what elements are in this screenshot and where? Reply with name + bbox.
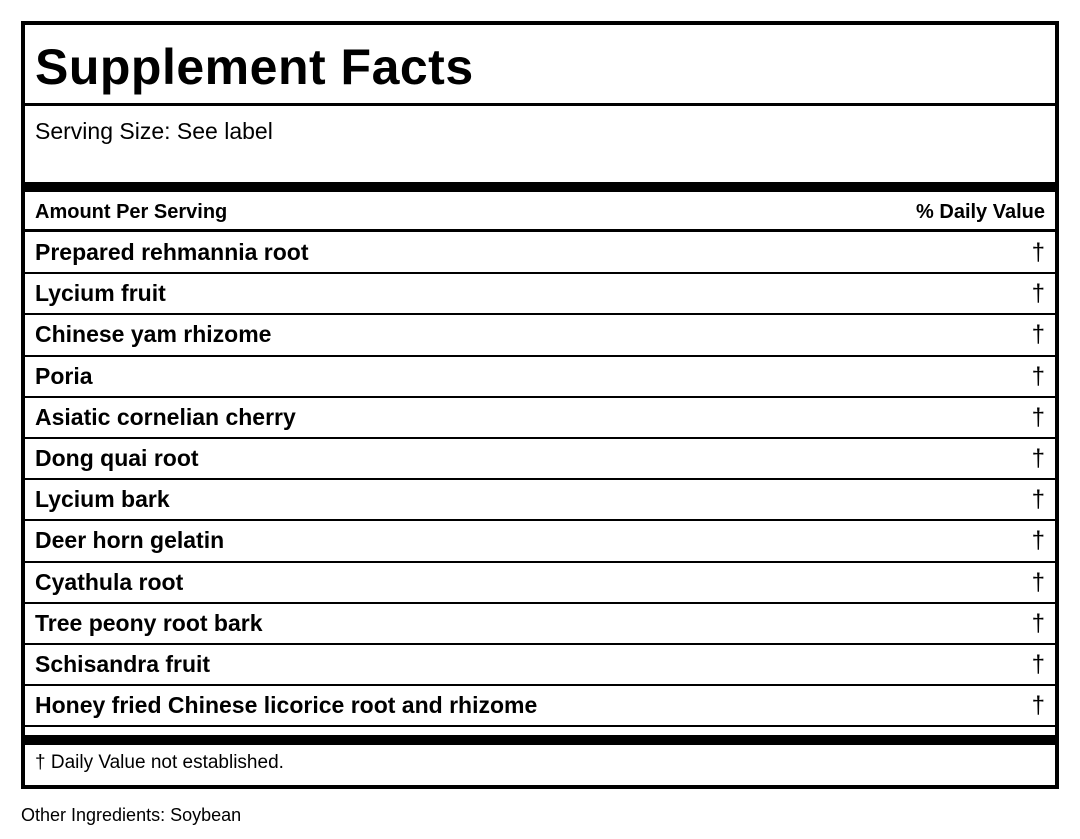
dagger-daily-value: † (1031, 569, 1045, 596)
panel-title: Supplement Facts (35, 39, 474, 95)
dagger-daily-value: † (1031, 239, 1045, 266)
ingredient-row (25, 273, 1055, 313)
dagger-daily-value: † (1031, 610, 1045, 637)
ingredient-row (25, 520, 1055, 560)
ingredient-row (25, 232, 1055, 272)
dagger-daily-value: † (1031, 404, 1045, 431)
dagger-daily-value: † (1031, 527, 1045, 554)
ingredient-name: Prepared rehmannia root (35, 239, 309, 265)
ingredient-name: Chinese yam rhizome (35, 321, 272, 347)
dagger-daily-value: † (1031, 486, 1045, 513)
ingredient-name: Dong quai root (35, 445, 199, 471)
ingredient-row (25, 644, 1055, 684)
ingredient-row (25, 603, 1055, 643)
ingredient-row (25, 479, 1055, 519)
ingredient-name: Lycium fruit (35, 280, 166, 306)
dagger-daily-value: † (1031, 692, 1045, 719)
dagger-daily-value: † (1031, 321, 1045, 348)
dagger-daily-value: † (1031, 280, 1045, 307)
thick-divider-bottom (25, 735, 1055, 745)
ingredient-name: Lycium bark (35, 486, 170, 512)
daily-value-header: % Daily Value (916, 201, 1045, 223)
ingredient-row (25, 562, 1055, 602)
title-divider (25, 103, 1055, 106)
serving-size: Serving Size: See label (35, 118, 273, 144)
ingredient-row (25, 685, 1055, 725)
ingredient-name: Schisandra fruit (35, 651, 211, 677)
other-ingredients: Other Ingredients: Soybean (21, 805, 242, 825)
ingredient-row (25, 438, 1055, 478)
footnote: † Daily Value not established. (35, 752, 284, 773)
ingredient-name: Poria (35, 363, 93, 389)
supplement-facts-panel (21, 21, 1059, 789)
dagger-daily-value: † (1031, 363, 1045, 390)
amount-per-serving-header: Amount Per Serving (35, 201, 228, 223)
ingredient-name: Honey fried Chinese licorice root and rhizome (35, 692, 538, 718)
thick-divider-top (25, 182, 1055, 192)
ingredient-name: Asiatic cornelian cherry (35, 404, 296, 430)
ingredient-name: Deer horn gelatin (35, 527, 225, 553)
dagger-daily-value: † (1031, 445, 1045, 472)
row-divider (25, 725, 1055, 727)
ingredient-row (25, 314, 1055, 354)
ingredient-row (25, 356, 1055, 396)
ingredient-name: Tree peony root bark (35, 610, 263, 636)
ingredient-row (25, 397, 1055, 437)
ingredient-name: Cyathula root (35, 569, 184, 595)
dagger-daily-value: † (1031, 651, 1045, 678)
